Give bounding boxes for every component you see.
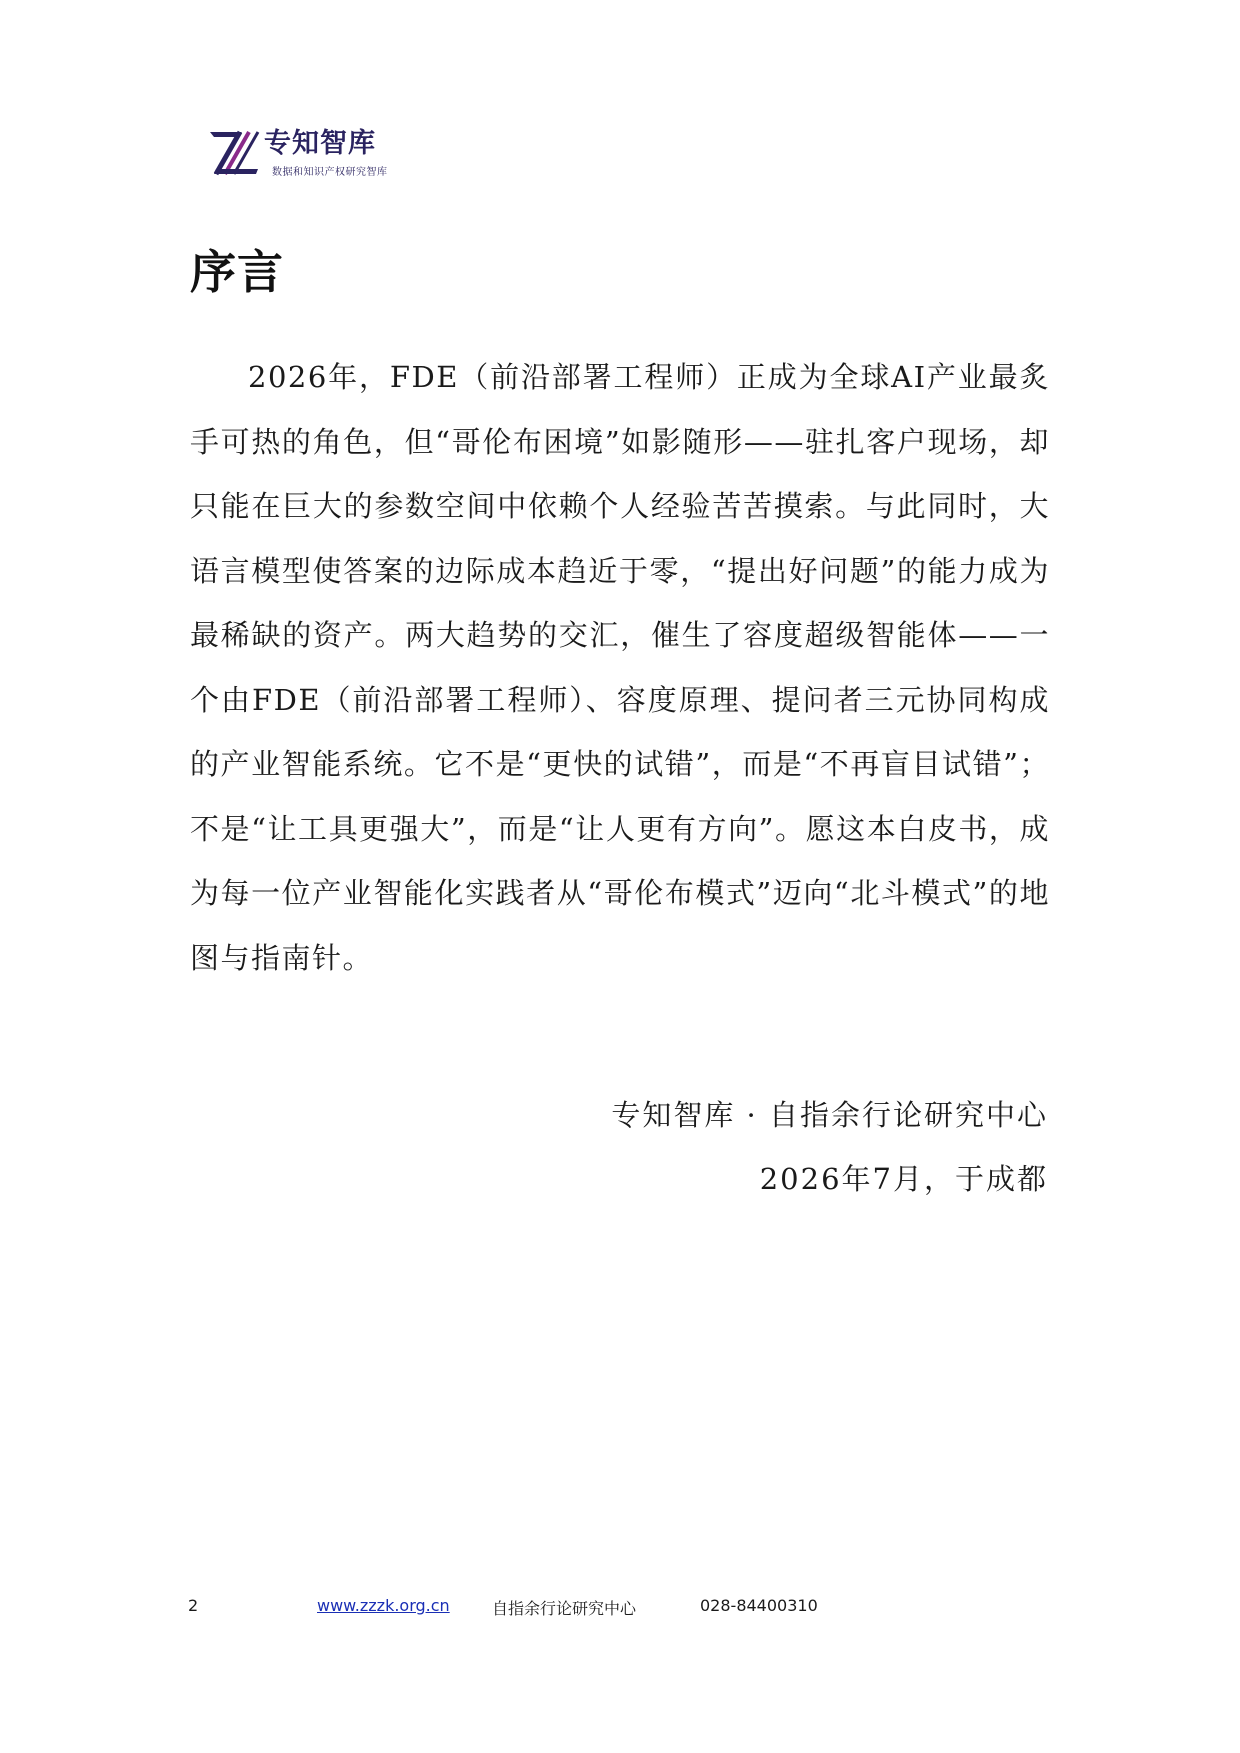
logo [208,128,388,178]
logo-tagline: 数据和知识产权研究智库 [272,167,388,178]
footer-organization: 自指余行论研究中心 [492,1599,637,1618]
website-link[interactable]: www.zzzk.org.cn [317,1596,450,1615]
footer-phone: 028-84400310 [700,1596,818,1615]
zl-logo-icon [208,128,260,176]
signature-date: 2026年7月，于成都 [759,1162,1048,1196]
logo-text [264,128,388,178]
page-number: 2 [188,1596,199,1615]
signature-block [611,1083,1048,1211]
page-title: 序言 [190,245,284,299]
logo-name: 专知智库 [264,128,376,159]
signature-org: 专知智库 · 自指余行论研究中心 [611,1098,1048,1132]
page-footer [0,1596,1240,1620]
body-paragraph: 2026年，FDE（前沿部署工程师）正成为全球AI产业最炙手可热的角色，但“哥伦布困境”如影随形——驻扎客户现场，却只能在巨大的参数空间中依赖个人经验苦苦摸索。与此同时，大语言模型使答案的边际成本趋近于零，“提出好问题”的能力成为最稀缺的资产。两大趋势的交汇，催生了容度超级智能体——一个由FDE（前沿部署工程师）、容度原理、提问者三元协同构成的产业智能系统。它不是“更快的试错”，而是“不再盲目试错”；不是“让工具更强大”，而是“让人更有方向”。愿这本白皮书，成为每一位产业智能化实践者从“哥伦布模式”迈向“北斗模式”的地图与指南针。 [190,360,1050,975]
